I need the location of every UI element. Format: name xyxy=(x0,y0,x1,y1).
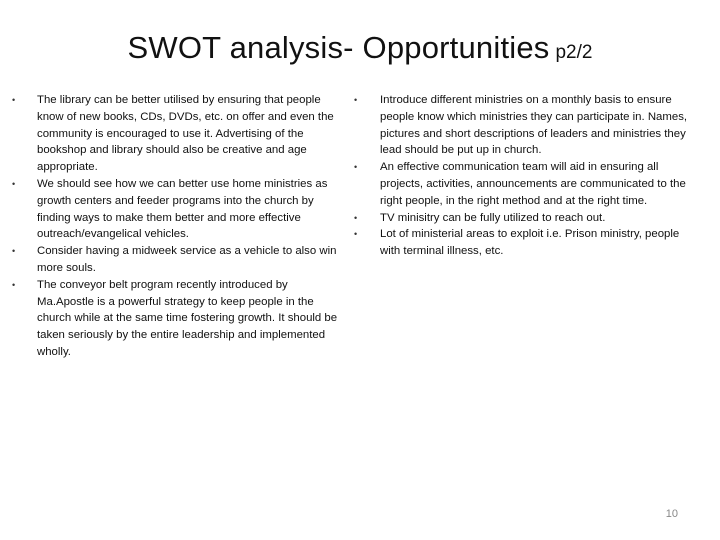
bullet-text: TV minisitry can be fully utilized to reach out. xyxy=(380,211,606,224)
slide-title-main: SWOT analysis- Opportunities xyxy=(127,30,550,65)
bullet-icon: • xyxy=(12,95,16,105)
bullet-icon: • xyxy=(354,212,358,223)
bullet-icon: • xyxy=(354,95,358,105)
bullet-icon: • xyxy=(12,178,16,189)
right-bullet-list xyxy=(354,92,702,260)
left-column xyxy=(12,92,338,361)
bullet-item xyxy=(354,210,702,227)
bullet-item xyxy=(12,243,338,277)
bullet-text: Lot of ministerial areas to exploit i.e. Prison ministry, people with terminal illness, etc. xyxy=(380,228,680,258)
bullet-item xyxy=(354,226,702,260)
bullet-icon: • xyxy=(354,162,358,173)
bullet-item xyxy=(354,92,702,159)
bullet-text: The library can be better utilised by ensuring that people know of new books, CDs, DVDs, etc. on offer and even the community is encouraged to use it. Advertising of the bookshop and library should also be creative and age appropriate. xyxy=(37,94,334,174)
bullet-icon: • xyxy=(12,246,16,257)
bullet-item xyxy=(354,159,702,209)
bullet-text: Consider having a midweek service as a vehicle to also win more souls. xyxy=(37,245,337,274)
bullet-text: The conveyor belt program recently introduced by Ma.Apostle is a powerful strategy to keep people in the church while at the same time fostering growth. It should be taken seriously by the entire leadership and implemented wholly. xyxy=(37,278,338,358)
slide-title-page-indicator: p2/2 xyxy=(555,42,593,63)
bullet-item xyxy=(12,176,338,243)
bullet-item xyxy=(12,92,338,176)
slide-title xyxy=(0,30,720,66)
left-bullet-list xyxy=(12,92,338,361)
bullet-text: We should see how we can better use home ministries as growth centers and feeder programs into the church by finding ways to make them better and more effective outreach/evangelical vehicles. xyxy=(37,177,328,241)
right-column xyxy=(354,92,702,260)
bullet-icon: • xyxy=(12,279,16,290)
page-number: 10 xyxy=(665,508,678,520)
bullet-icon: • xyxy=(354,229,358,240)
bullet-item xyxy=(12,277,338,361)
bullet-text: An effective communication team will aid in ensuring all projects, activities, announcements are communicated to the right people, in the right method and at the right time. xyxy=(380,161,686,207)
bullet-text: Introduce different ministries on a monthly basis to ensure people know which ministries they can participate in. Names, pictures and short descriptions of leaders and ministries they lead should be put up in church. xyxy=(380,94,688,157)
